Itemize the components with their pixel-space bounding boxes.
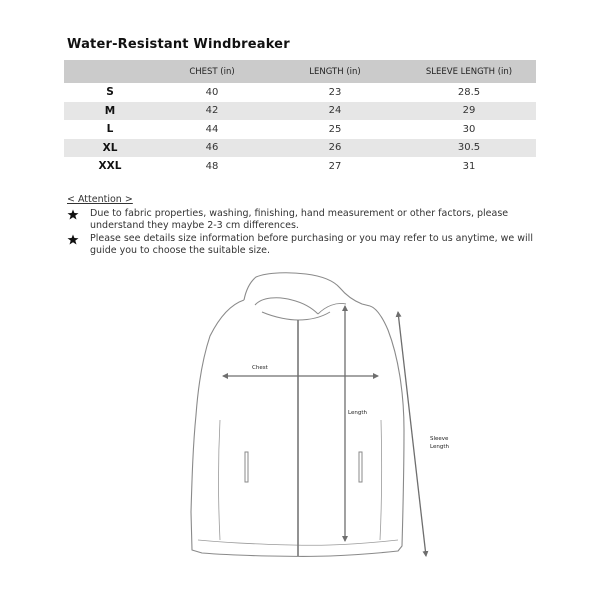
chest-cell: 46	[205, 142, 219, 154]
column-header-sleeve-length: SLEEVE LENGTH (in)	[425, 66, 513, 77]
sleeve-cell: 30.5	[457, 142, 481, 154]
length-cell: 27	[328, 160, 342, 172]
size-cell: L	[106, 123, 114, 136]
sleeve-label-line-2: Length	[430, 444, 449, 450]
chest-cell: 48	[205, 160, 219, 172]
length-cell: 25	[328, 123, 342, 135]
size-cell: S	[106, 86, 114, 99]
length-cell: 24	[328, 105, 342, 117]
size-cell: XXL	[98, 160, 122, 173]
chart-title: Water-Resistant Windbreaker	[67, 37, 290, 52]
length-cell: 23	[328, 86, 342, 98]
left-pocket	[245, 452, 248, 482]
length-cell: 26	[328, 142, 342, 154]
size-cell: XL	[102, 141, 118, 154]
jacket-seam-left	[219, 420, 221, 540]
size-cell: M	[104, 104, 116, 117]
chest-cell: 42	[205, 105, 219, 117]
length-label: Length	[348, 410, 367, 416]
jacket-hood-inner	[255, 298, 318, 314]
sleeve-cell: 28.5	[457, 86, 481, 98]
column-header-chest: CHEST (in)	[189, 66, 235, 77]
sleeve-cell: 31	[462, 160, 476, 172]
chest-cell: 44	[205, 123, 219, 135]
chest-label: Chest	[252, 365, 268, 371]
jacket-hood-lining	[318, 303, 346, 314]
chest-cell: 40	[205, 86, 219, 98]
sleeve-cell: 30	[462, 123, 476, 135]
attention-note-text: Please see details size information before purchasing or you may refer to us anytime, we will guide you to choose the suitable size.	[90, 232, 533, 256]
attention-note-text: Due to fabric properties, washing, finishing, hand measurement or other factors, please understand they maybe 2-3 cm differences.	[90, 207, 509, 231]
right-pocket	[359, 452, 362, 482]
jacket-seam-right	[380, 420, 382, 540]
jacket-collar	[262, 312, 330, 320]
column-header-length: LENGTH (in)	[309, 66, 361, 77]
attention-title: < Attention >	[67, 194, 133, 205]
jacket-hood-outline	[244, 273, 370, 306]
sleeve-cell: 29	[462, 105, 476, 117]
sleeve-label-line-1: Sleeve	[430, 436, 449, 442]
